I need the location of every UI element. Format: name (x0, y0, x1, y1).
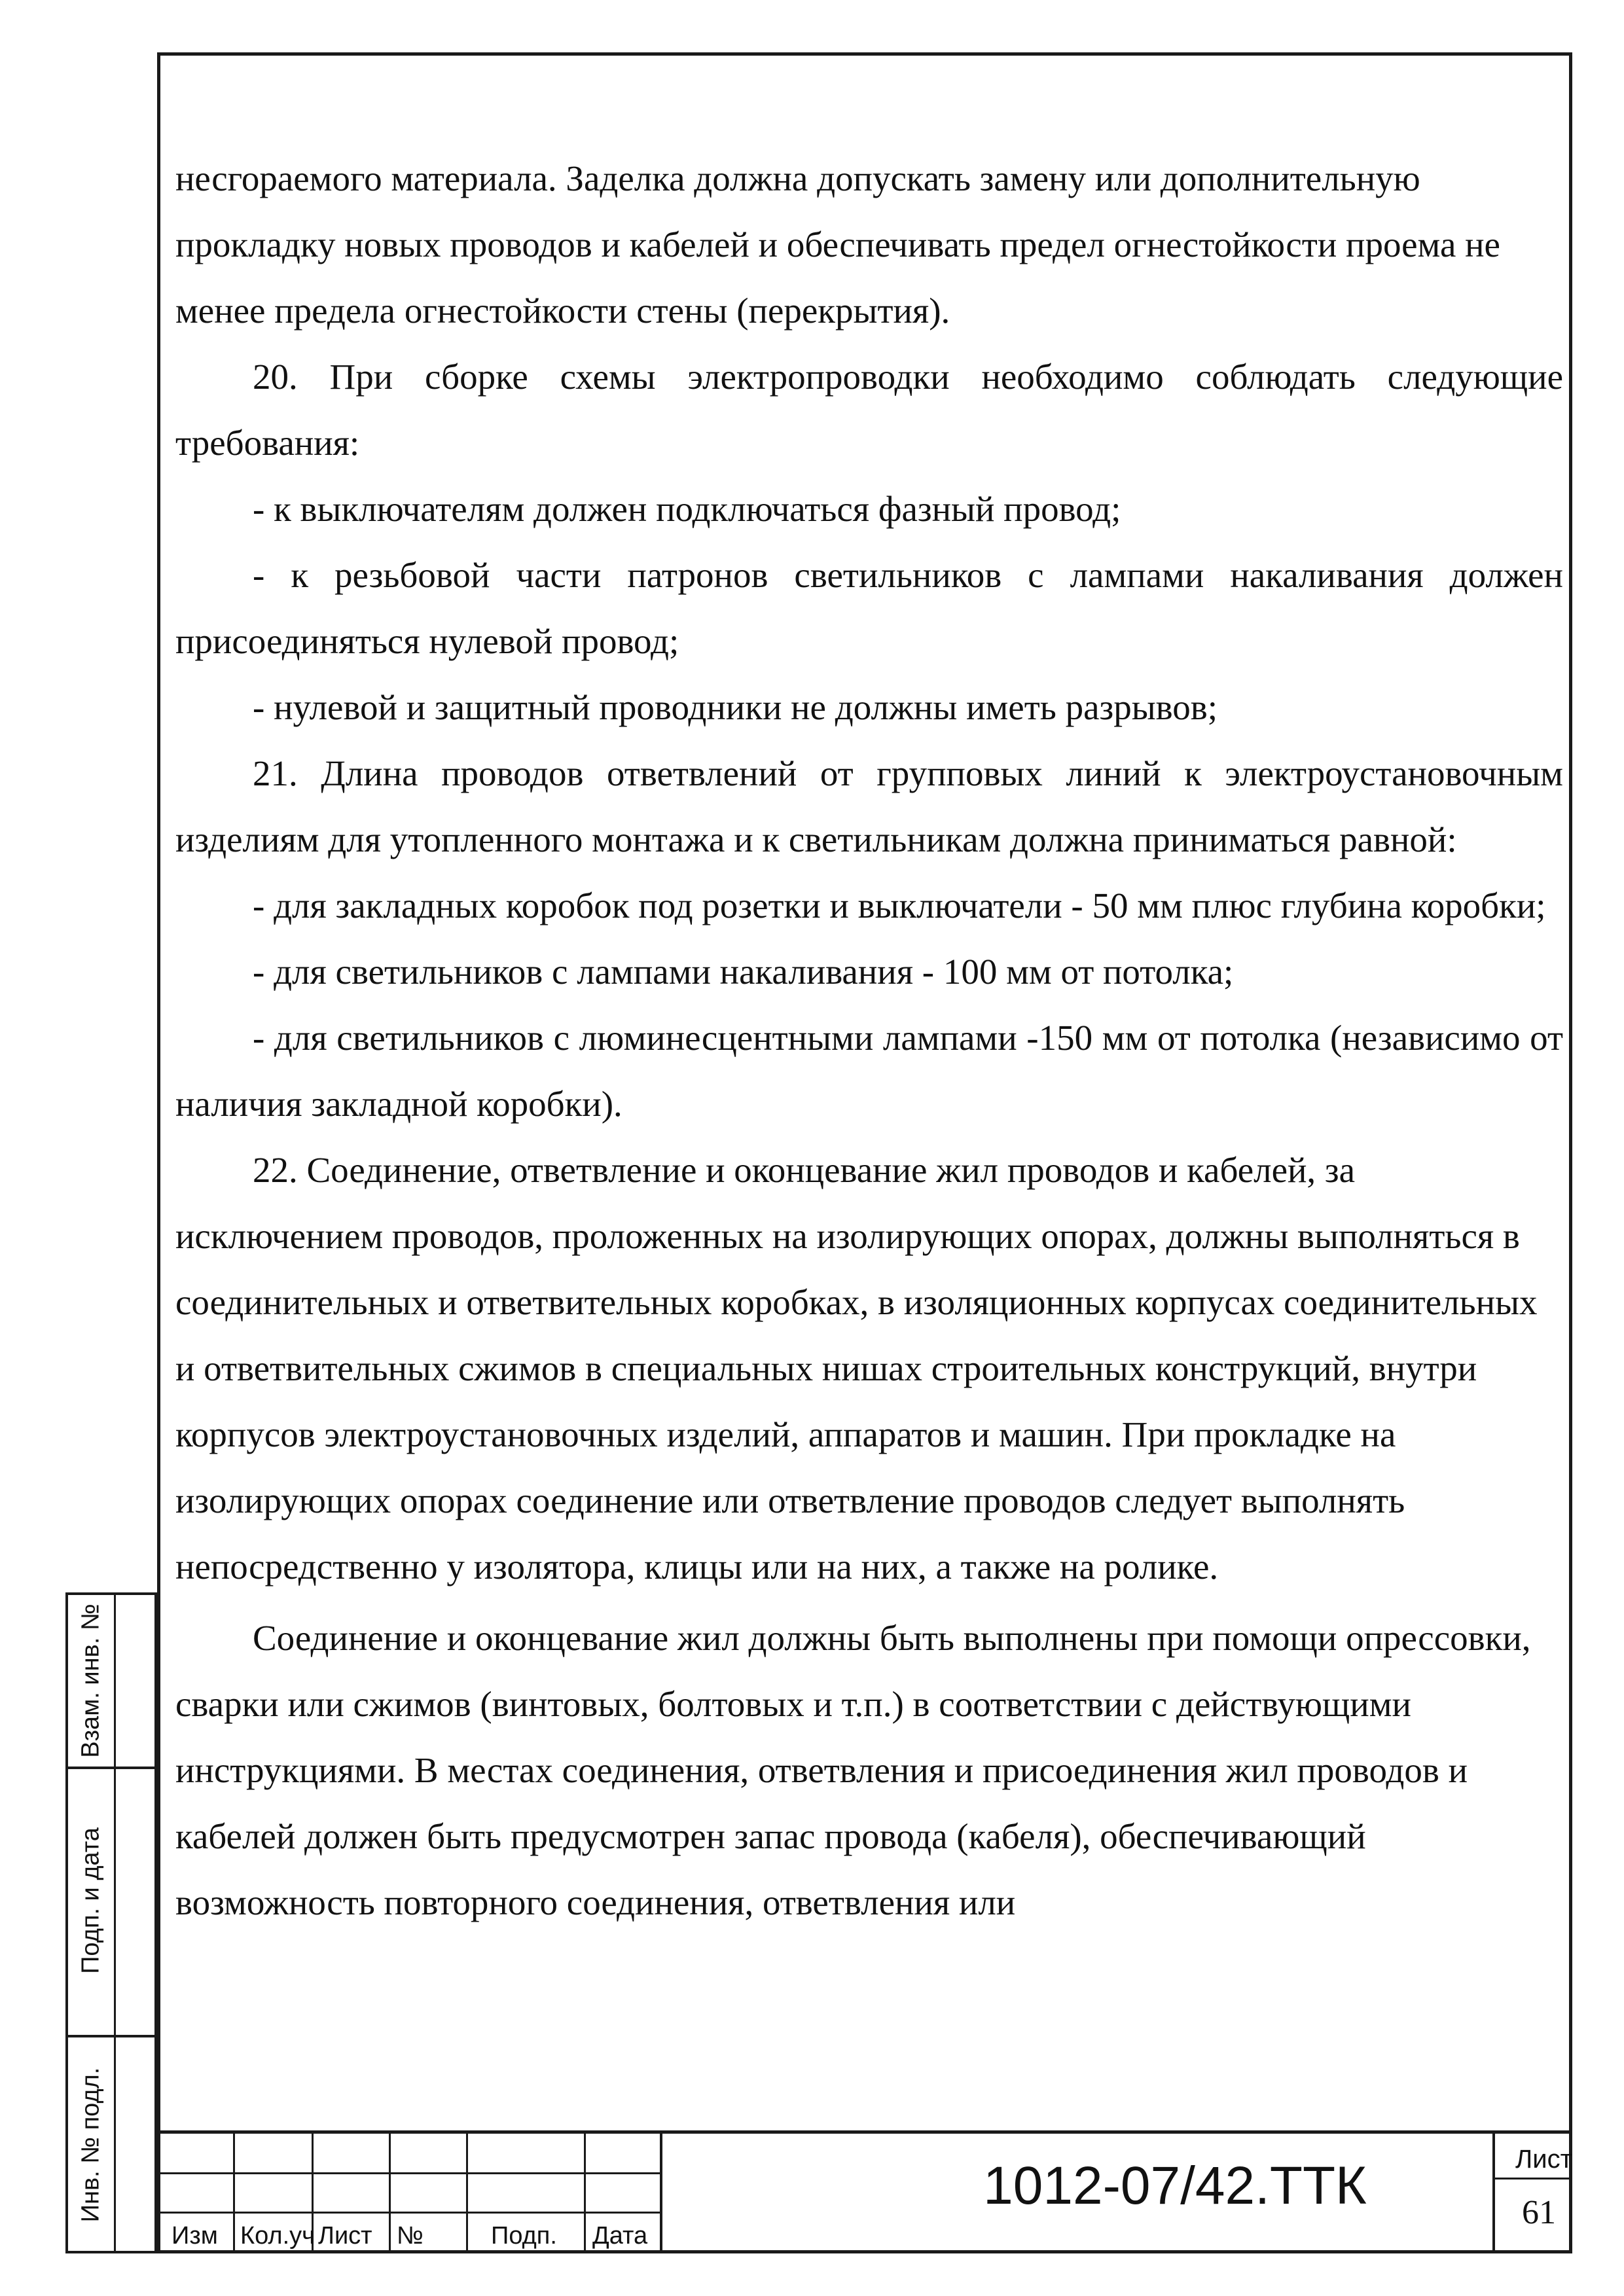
sheet-number: 61 (1522, 2194, 1556, 2231)
side-stamp (65, 1592, 157, 2253)
side-stamp-vzam-label: Взам. инв. № (77, 1604, 105, 1758)
paragraph-4: - к резьбовой части патронов светильников с лампами накаливания должен присоединяться нулевой провод; (175, 555, 1563, 661)
title-block-col-rule (233, 2130, 235, 2253)
paragraph-10: 22. Соединение, ответвление и оконцевание жил проводов и кабелей, за исключением проводов, проложенных на изолирующих опорах, должны выполняться в соединительных и ответвительных коробках, в изоляционных корпусах соединительных и ответвительных сжимов в специальных нишах строительных конструкций, внутри корпусов электроустановочных изделий, аппаратов и машин. При прокладке на изолирующих опорах соединение или ответвление проводов следует выполнять непосредственно у изолятора, клицы или на них, а также на ролике. (175, 1150, 1538, 1587)
title-block-top-rule (157, 2130, 1572, 2134)
side-stamp-rule (68, 2035, 154, 2037)
body-text (175, 145, 1563, 1935)
title-block-list: Лист (318, 2222, 372, 2250)
title-block-col-rule (389, 2130, 391, 2253)
paragraph-7: - для закладных коробок под розетки и выключатели - 50 мм плюс глубина коробки; (253, 886, 1546, 925)
title-block-num: № (397, 2222, 424, 2250)
paragraph-2: 20. При сборке схемы электропроводки необходимо соблюдать следующие требования: (175, 357, 1563, 463)
sheet-label: Лист (1515, 2145, 1572, 2174)
paragraph-9: - для светильников с люминесцентными лампами -150 мм от потолка (независимо от наличия закладной коробки). (175, 1018, 1563, 1124)
title-block (157, 2130, 1572, 2253)
paragraph-11: Соединение и оконцевание жил должны быть выполнены при помощи опрессовки, сварки или сжимов (винтовых, болтовых и т.п.) в соответствии с действующими инструкциями. В местах соединения, ответвления и присоединения жил проводов и кабелей должен быть предусмотрен запас провода (кабеля), обеспечивающий возможность повторного соединения, ответвления или (175, 1618, 1531, 1922)
paragraph-6: 21. Длина проводов ответвлений от групповых линий к электроустановочным изделиям для утопленного монтажа и к светильникам должна приниматься равной: (175, 753, 1563, 859)
side-stamp-rule (68, 1767, 154, 1769)
side-stamp-podp-label: Подп. и дата (77, 1827, 105, 1974)
paragraph-5: - нулевой и защитный проводники не должны иметь разрывов; (253, 687, 1218, 727)
title-block-izm: Изм (171, 2222, 218, 2250)
title-block-col-rule (584, 2130, 586, 2253)
paragraph-3: - к выключателям должен подключаться фазный провод; (253, 489, 1121, 529)
title-block-col-rule (466, 2130, 468, 2253)
side-stamp-inv-label: Инв. № подл. (77, 2067, 105, 2223)
title-block-kol: Кол.уч (240, 2222, 315, 2250)
document-code: 1012-07/42.ТТК (983, 2156, 1367, 2215)
side-stamp-divider (114, 1595, 116, 2251)
title-block-data: Дата (592, 2222, 648, 2250)
paragraph-8: - для светильников с лампами накаливания - 100 мм от потолка; (253, 952, 1234, 992)
paragraph-1: несгораемого материала. Заделка должна допускать замену или дополнительную прокладку новых проводов и кабелей и обеспечивать предел огнестойкости проема не менее предела огнестойкости стены (перекрытия). (175, 158, 1500, 331)
title-block-podp: Подп. (491, 2222, 557, 2250)
